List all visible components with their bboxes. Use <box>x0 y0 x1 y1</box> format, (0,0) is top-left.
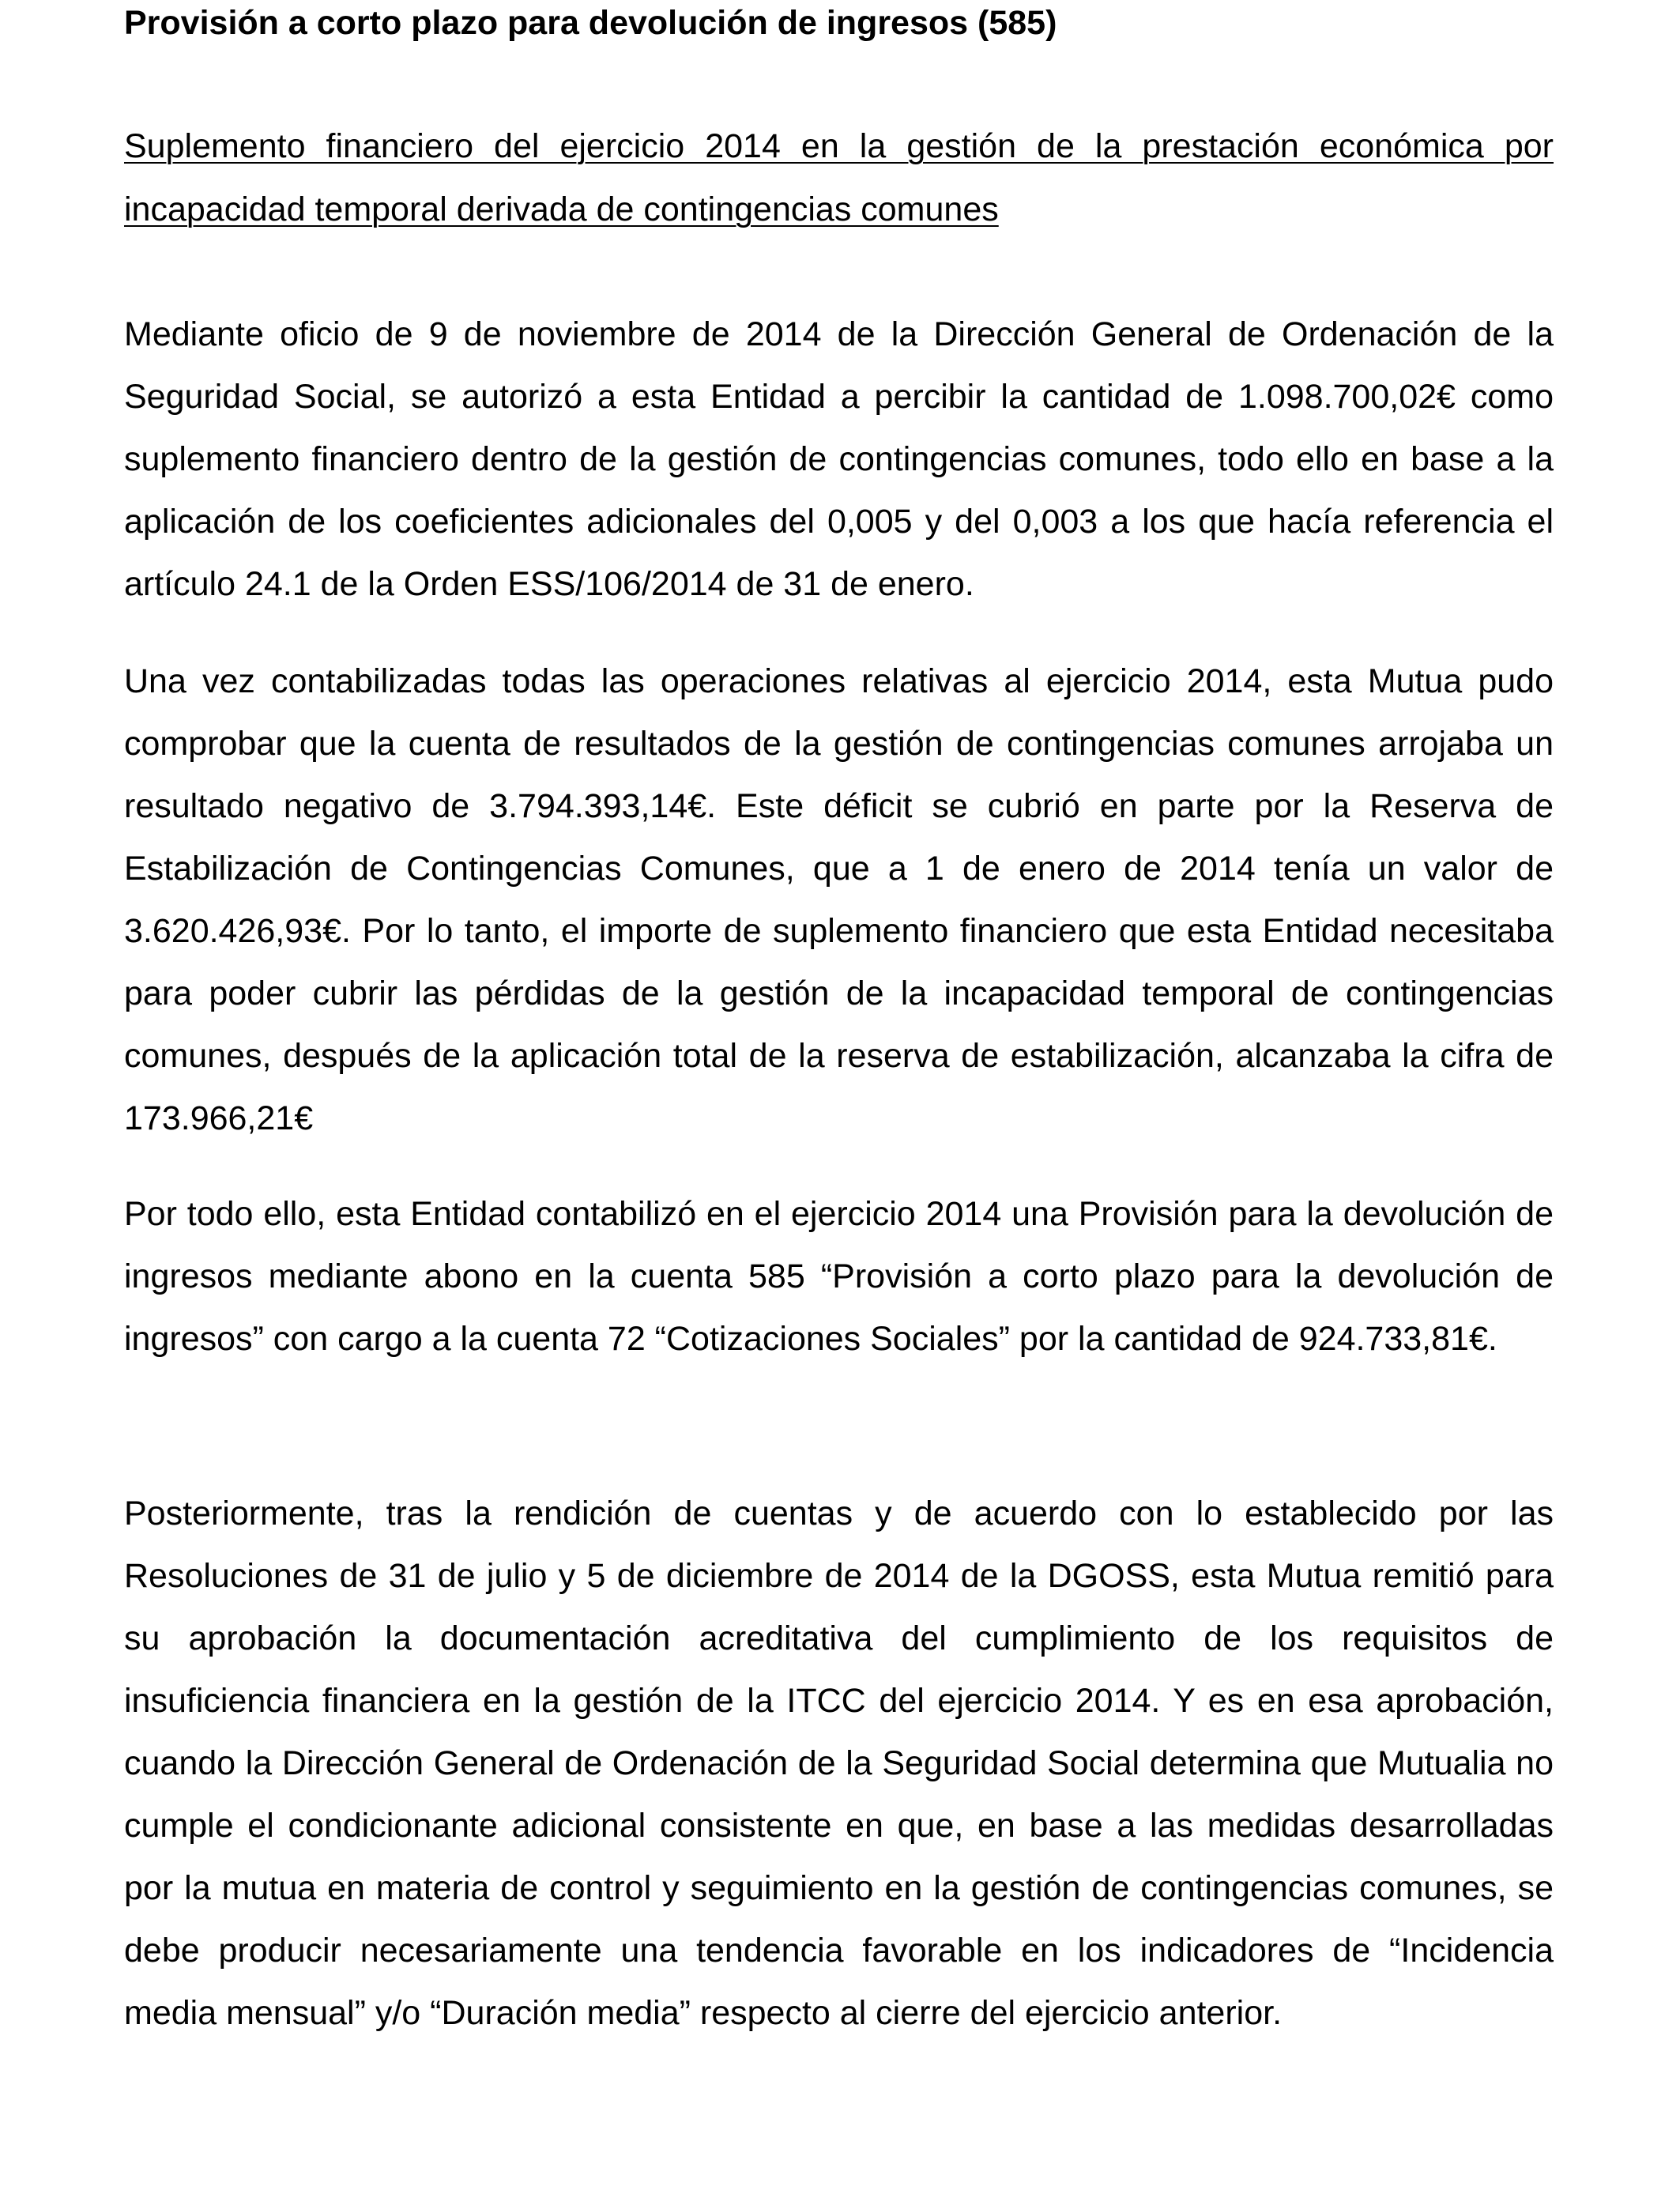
paragraph-posteriormente: Posteriormente, tras la rendición de cuentas y de acuerdo con lo establecido por las Resoluciones de 31 de julio y 5 de diciembre de 2014 de la DGOSS, esta Mutua remitió para su aprobación la documentación acreditativa del cumplimiento de los requisitos de insuficiencia financiera en la gestión de la ITCC del ejercicio 2014. Y es en esa aprobación, cuando la Dirección General de Ordenación de la Seguridad Social determina que Mutualia no cumple el condicionante adicional consistente en que, en base a las medidas desarrolladas por la mutua en materia de control y seguimiento en la gestión de contingencias comunes, se debe producir necesariamente una tendencia favorable en los indicadores de “Incidencia media mensual” y/o “Duración media” respecto al cierre del ejercicio anterior. <box>124 1495 1554 2032</box>
paragraph-resultado: Una vez contabilizadas todas las operaciones relativas al ejercicio 2014, esta Mutua pudo comprobar que la cuenta de resultados de la gestión de contingencias comunes arrojaba un resultado negativo de 3.794.393,14€. Este déficit se cubrió en parte por la Reserva de Estabilización de Contingencias Comunes, que a 1 de enero de 2014 tenía un valor de 3.620.426,93€. Por lo tanto, el importe de suplemento financiero que esta Entidad necesitaba para poder cubrir las pérdidas de la gestión de la incapacidad temporal de contingencias comunes, después de la aplicación total de la reserva de estabilización, alcanzaba la cifra de 173.966,21€ <box>124 662 1554 1137</box>
paragraph-provision: Por todo ello, esta Entidad contabilizó en el ejercicio 2014 una Provisión para la devolución de ingresos mediante abono en la cuenta 585 “Provisión a corto plazo para la devolución de ingresos” con cargo a la cuenta 72 “Cotizaciones Sociales” por la cantidad de 924.733,81€. <box>124 1195 1554 1358</box>
section-subheading: Suplemento financiero del ejercicio 2014 en la gestión de la prestación económica por incapacidad temporal derivada de contingencias comunes <box>124 127 1554 228</box>
paragraph-oficio: Mediante oficio de 9 de noviembre de 2014 de la Dirección General de Ordenación de la Seguridad Social, se autorizó a esta Entidad a percibir la cantidad de 1.098.700,02€ como suplemento financiero dentro de la gestión de contingencias comunes, todo ello en base a la aplicación de los coeficientes adicionales del 0,005 y del 0,003 a los que hacía referencia el artículo 24.1 de la Orden ESS/106/2014 de 31 de enero. <box>124 315 1554 603</box>
document-heading: Provisión a corto plazo para devolución de ingresos (585) <box>124 4 1057 42</box>
